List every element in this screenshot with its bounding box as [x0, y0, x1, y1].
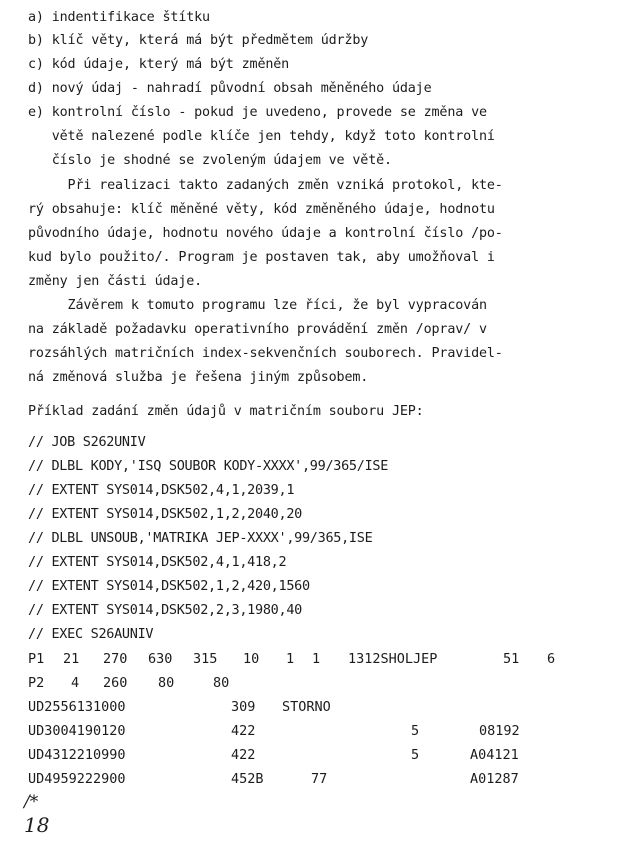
paragraph1-line-3: původního údaje, hodnotu nového údaje a kontrolní číslo /po- [28, 226, 503, 241]
param-cell: 1 [312, 651, 321, 667]
list-item-e: e) kontrolní číslo - pokud je uvedeno, provede se změna ve [28, 105, 487, 120]
ud-code: 309 [231, 699, 256, 715]
page-number: 18 [24, 813, 50, 837]
paragraph2-line-3: rozsáhlých matričních index-sekvenčních souborech. Pravidel- [28, 346, 503, 361]
ud-key: UD3004190120 [28, 723, 126, 739]
param-row-p1 [28, 651, 588, 667]
ud-key: UD4959222900 [28, 771, 126, 787]
jcl-line: // EXTENT SYS014,DSK502,1,2,420,1560 [28, 578, 310, 594]
jcl-line: // EXTENT SYS014,DSK502,2,3,1980,40 [28, 602, 302, 618]
param-cell: 270 [103, 651, 128, 667]
jcl-line: // JOB S262UNIV [28, 434, 146, 450]
ud-key: UD4312210990 [28, 747, 126, 763]
ud-code: 422 [231, 747, 256, 763]
param-cell: 6 [547, 651, 556, 667]
ud-code: 452B [231, 771, 264, 787]
ud-value: 77 [311, 771, 328, 787]
param-cell: P1 [28, 651, 45, 667]
ud-row [28, 723, 588, 739]
jcl-line: // EXTENT SYS014,DSK502,4,1,2039,1 [28, 482, 295, 498]
list-item-e-cont-2: číslo je shodné se zvoleným údajem ve větě. [28, 153, 392, 168]
list-item-d: d) nový údaj - nahradí původní obsah měněného údaje [28, 81, 432, 96]
param-row-p2 [28, 675, 588, 691]
ud-check: 08192 [479, 723, 520, 739]
jcl-line: // DLBL UNSOUB,'MATRIKA JEP-XXXX',99/365,ISE [28, 530, 373, 546]
paragraph2-line-4: ná změnová služba je řešena jiným způsobem. [28, 370, 369, 385]
ud-check: A04121 [470, 747, 519, 763]
list-item-e-cont-1: větě nalezené podle klíče jen tehdy, když toto kontrolní [28, 129, 495, 144]
param-cell: 51 [503, 651, 520, 667]
param-cell: 4 [71, 675, 80, 691]
ud-offset: 5 [411, 747, 420, 763]
ud-row [28, 699, 588, 715]
paragraph1-line-5: změny jen části údaje. [28, 274, 203, 289]
ud-code: 422 [231, 723, 256, 739]
param-cell: 21 [63, 651, 80, 667]
param-cell: 260 [103, 675, 128, 691]
param-cell: 1 [286, 651, 295, 667]
ud-offset: 5 [411, 723, 420, 739]
param-cell: 1312SHOLJEP [348, 651, 438, 667]
jcl-line: // EXTENT SYS014,DSK502,4,1,418,2 [28, 554, 287, 570]
param-cell: 315 [193, 651, 218, 667]
paragraph1-line-1: Při realizaci takto zadaných změn vzniká protokol, kte- [28, 178, 503, 193]
paragraph2-line-2: na základě požadavku operativního provádění změn /oprav/ v [28, 322, 487, 337]
paragraph1-line-4: kud bylo použito/. Program je postaven tak, aby umožňoval i [28, 250, 495, 265]
ud-value: STORNO [282, 699, 331, 715]
ud-row [28, 747, 588, 763]
jcl-line: // DLBL KODY,'ISQ SOUBOR KODY-XXXX',99/365/ISE [28, 458, 389, 474]
end-marker: /* [24, 792, 39, 812]
example-heading: Příklad zadání změn údajů v matričním souboru JEP: [28, 404, 424, 419]
ud-check: A01287 [470, 771, 519, 787]
param-cell: 80 [213, 675, 230, 691]
list-item-b: b) klíč věty, která má být předmětem údržby [28, 33, 369, 48]
param-cell: 630 [148, 651, 173, 667]
paragraph1-line-2: rý obsahuje: klíč měněné věty, kód změněného údaje, hodnotu [28, 202, 495, 217]
param-cell: 10 [243, 651, 260, 667]
list-item-c: c) kód údaje, který má být změněn [28, 57, 290, 72]
jcl-line: // EXTENT SYS014,DSK502,1,2,2040,20 [28, 506, 302, 522]
paragraph2-line-1: Závěrem k tomuto programu lze říci, že byl vypracován [28, 298, 487, 313]
param-cell: P2 [28, 675, 45, 691]
ud-key: UD2556131000 [28, 699, 126, 715]
jcl-line: // EXEC S26AUNIV [28, 626, 154, 642]
ud-row [28, 771, 588, 787]
list-item-a: a) indentifikace štítku [28, 10, 210, 25]
param-cell: 80 [158, 675, 175, 691]
